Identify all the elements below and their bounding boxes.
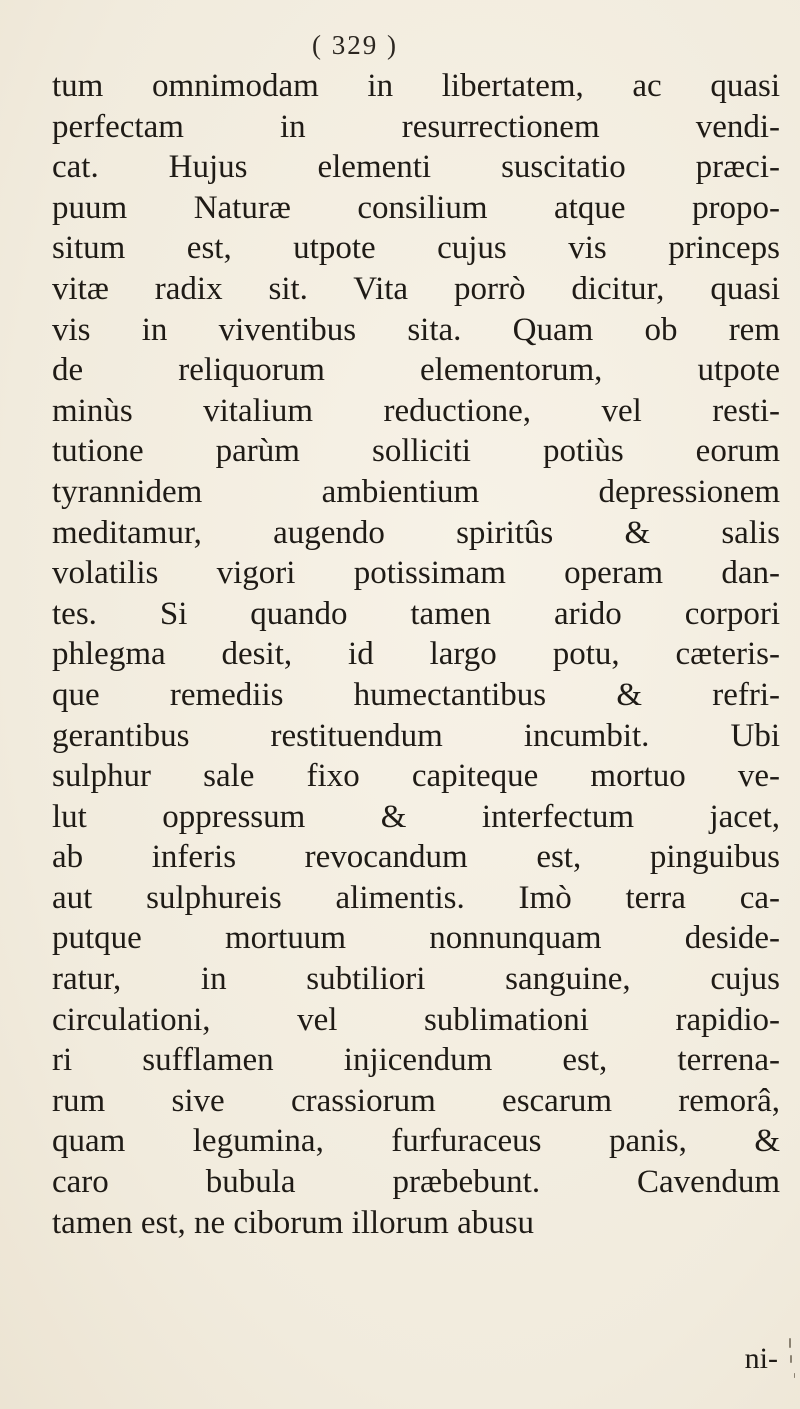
text-line: gerantibus restituendum incumbit. Ubi xyxy=(52,717,780,754)
text-line: de reliquorum elementorum, utpote xyxy=(52,352,780,389)
text-line: ri sufflamen injicendum est, terrena- xyxy=(52,1042,780,1079)
text-line: circulationi, vel sublimationi rapidio- xyxy=(52,1001,780,1038)
catchword: ni- xyxy=(744,1342,778,1375)
margin-speck xyxy=(789,1338,791,1348)
text-line: volatilis vigori potissimam operam dan- xyxy=(52,555,780,592)
text-line: tyrannidem ambientium depressionem xyxy=(52,473,780,510)
text-line: tes. Si quando tamen arido corpori xyxy=(52,595,780,632)
text-line: puum Naturæ consilium atque propo- xyxy=(52,189,780,226)
margin-speck xyxy=(790,1355,792,1363)
text-line: tutione parùm solliciti potiùs eorum xyxy=(52,433,780,470)
text-line: perfectam in resurrectionem vendi- xyxy=(52,108,780,145)
text-line: lut oppressum & interfectum jacet, xyxy=(52,798,780,835)
text-line: phlegma desit, id largo potu, cæteris- xyxy=(52,636,780,673)
text-line: caro bubula præbebunt. Cavendum xyxy=(52,1164,780,1201)
text-line: vis in viventibus sita. Quam ob rem xyxy=(52,311,780,348)
text-line: que remediis humectantibus & refri- xyxy=(52,676,780,713)
text-line: vitæ radix sit. Vita porrò dicitur, quasi xyxy=(52,270,780,307)
text-line: ratur, in subtiliori sanguine, cujus xyxy=(52,961,780,998)
text-line: sulphur sale fixo capiteque mortuo ve- xyxy=(52,758,780,795)
text-line: minùs vitalium reductione, vel resti- xyxy=(52,392,780,429)
text-line: cat. Hujus elementi suscitatio præci- xyxy=(52,149,780,186)
text-line: situm est, utpote cujus vis princeps xyxy=(52,230,780,267)
margin-speck xyxy=(794,1373,795,1378)
text-line: putque mortuum nonnunquam deside- xyxy=(52,920,780,957)
text-line: tamen est, ne ciborum illorum abusu xyxy=(52,1204,535,1241)
text-line: tum omnimodam in libertatem, ac quasi xyxy=(52,68,780,104)
text-line: aut sulphureis alimentis. Imò terra ca- xyxy=(52,879,780,916)
text-line: ab inferis revocandum est, pinguibus xyxy=(52,839,780,876)
body-text xyxy=(52,66,780,1243)
text-line: rum sive crassiorum escarum remorâ, xyxy=(52,1082,780,1119)
text-line: quam legumina, furfuraceus panis, & xyxy=(52,1123,780,1160)
text-line: meditamur, augendo spiritûs & salis xyxy=(52,514,780,551)
page-number: ( 329 ) xyxy=(312,30,398,60)
